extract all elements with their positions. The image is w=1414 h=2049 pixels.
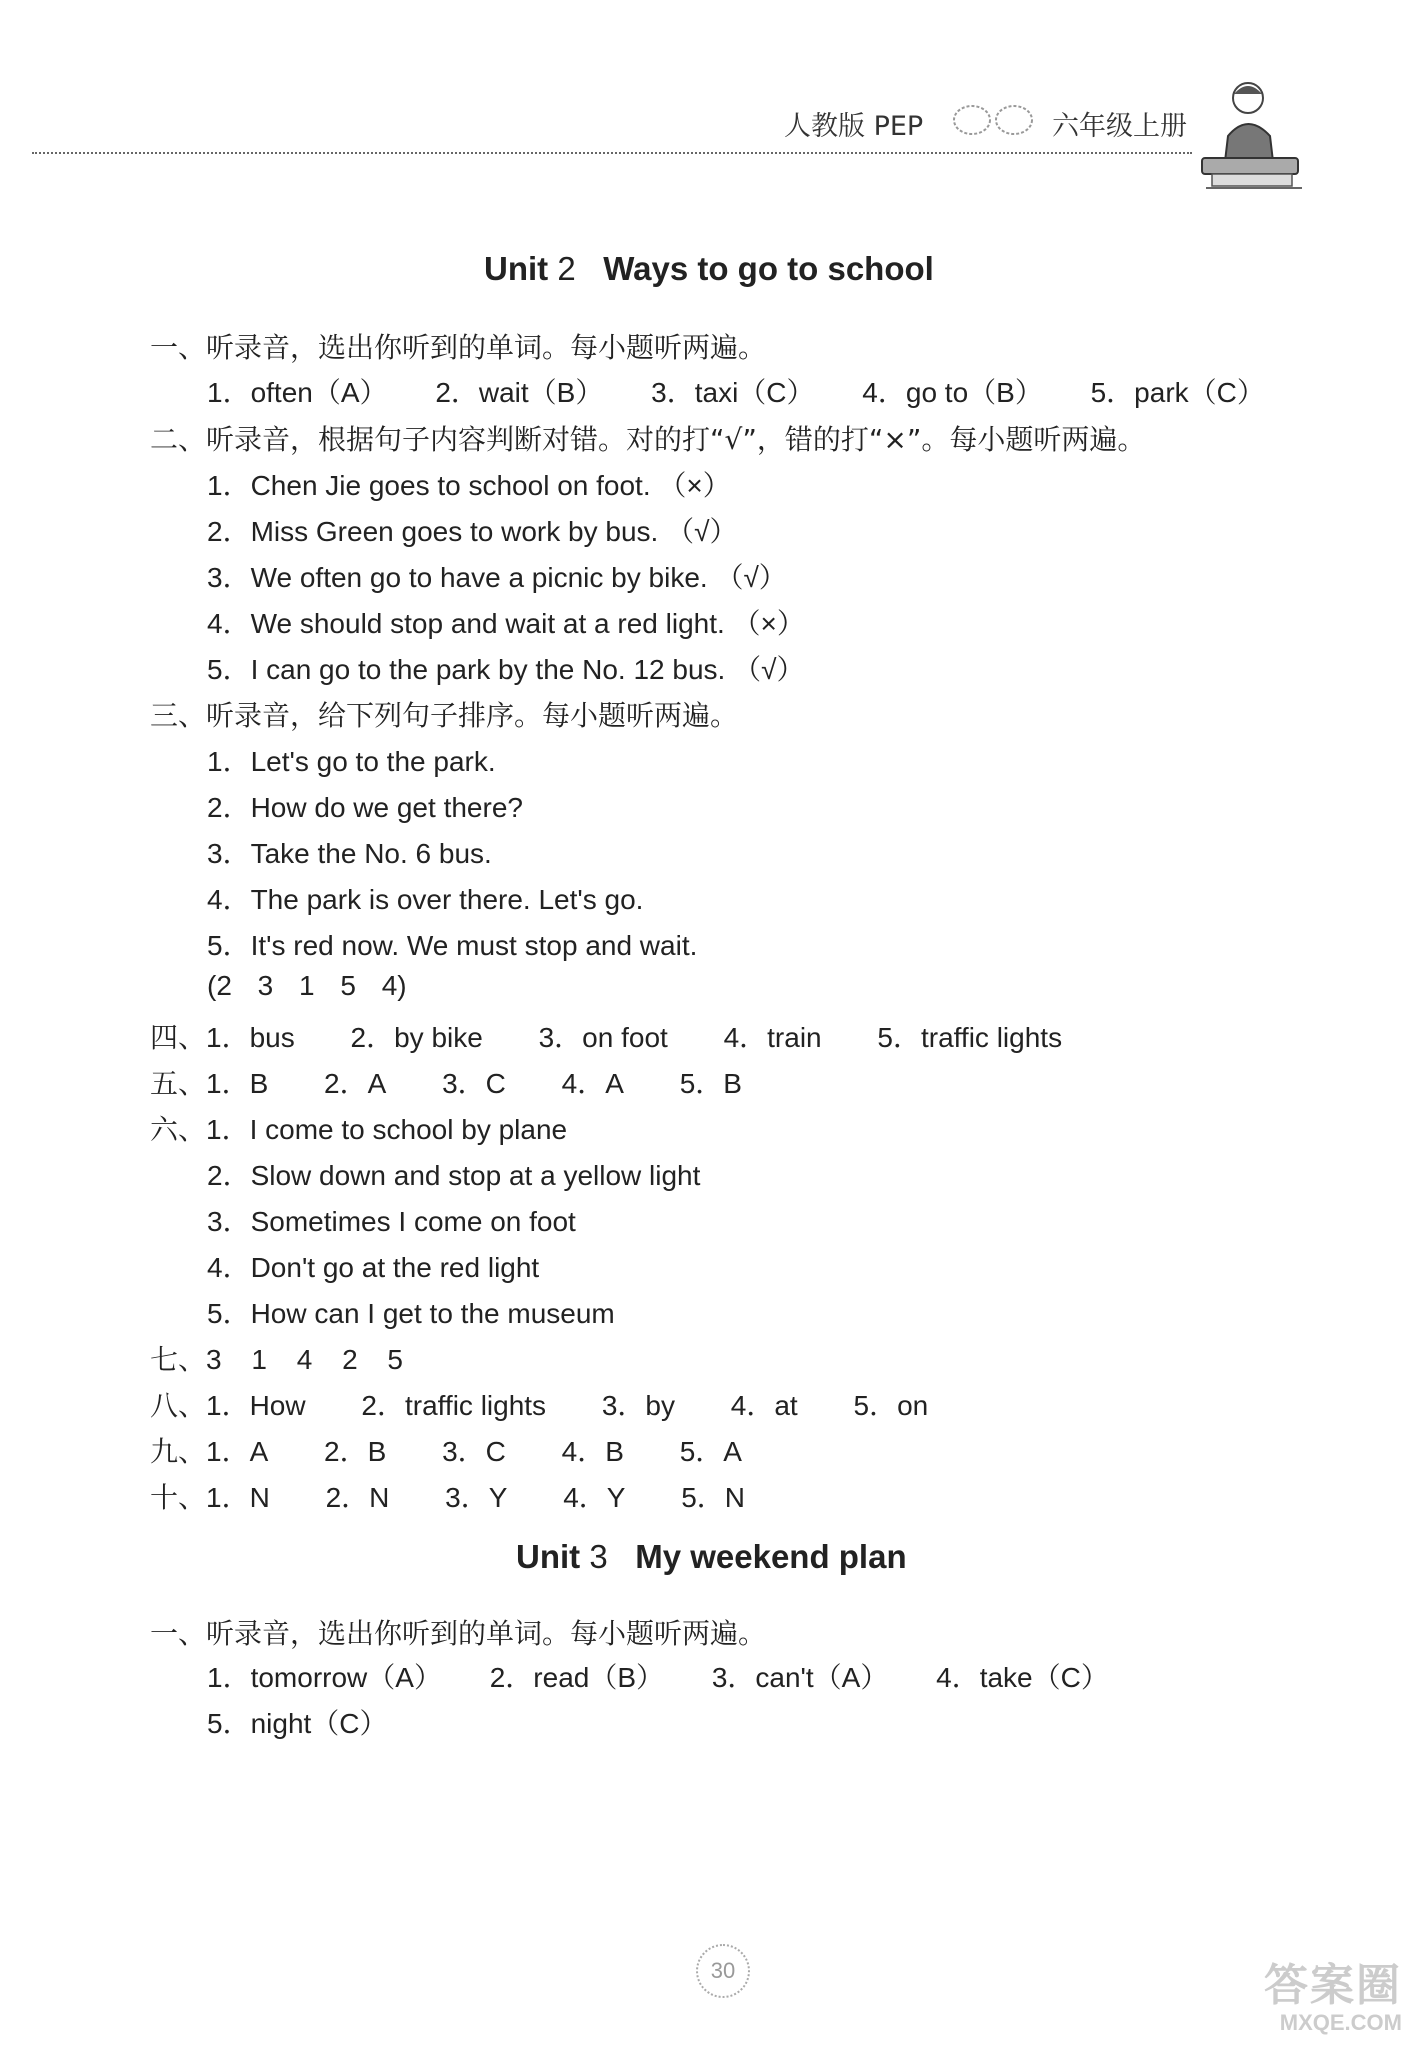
list-item: 1．Chen Jie goes to school on foot. （×） — [207, 470, 731, 501]
list-item: 1．B — [206, 1068, 269, 1099]
watermark — [1222, 1962, 1402, 2042]
list-item: 4．take（C） — [936, 1662, 1109, 1693]
u3-s1-heading: 一、听录音，选出你听到的单词。每小题听两遍。 — [150, 1617, 767, 1650]
unit3-title — [516, 1538, 907, 1576]
list-item: 2．How do we get there? — [207, 792, 523, 823]
section-label: 十、 — [150, 1481, 207, 1514]
list-item: 4．train — [723, 1022, 822, 1053]
u2-s1-heading: 一、听录音，选出你听到的单词。每小题听两遍。 — [150, 331, 767, 364]
section-label: 五、 — [150, 1067, 207, 1100]
page-header — [0, 0, 1414, 200]
list-item: 2．by bike — [350, 1022, 483, 1053]
list-item: 3．can't（A） — [711, 1662, 889, 1693]
list-item: 1．Let's go to the park. — [207, 746, 496, 777]
u2-s6-item1 — [150, 1108, 567, 1148]
section-label: 八、 — [150, 1389, 207, 1422]
unit3-number: 3 — [589, 1538, 608, 1575]
list-item: 1．often（A） — [207, 377, 388, 408]
list-item: 2．wait（B） — [435, 377, 604, 408]
unit2-number: 2 — [557, 250, 576, 287]
list-item: 4．go to（B） — [862, 377, 1043, 408]
section-label: 七、 — [150, 1343, 207, 1376]
u2-s2-heading: 二、听录音，根据句子内容判断对错。对的打“√”，错的打“×”。每小题听两遍。 — [150, 423, 1146, 456]
list-item: 3．Sometimes I come on foot — [207, 1206, 576, 1237]
list-item: 1．N — [206, 1482, 270, 1513]
list-item: 5．night（C） — [207, 1708, 388, 1739]
list-item: 3．Take the No. 6 bus. — [207, 838, 492, 869]
list-item: 4．The park is over there. Let's go. — [207, 884, 644, 915]
list-item: 1．A — [206, 1436, 269, 1467]
u2-s3-heading: 三、听录音，给下列句子排序。每小题听两遍。 — [150, 699, 739, 732]
list-item: 1．I come to school by plane — [206, 1114, 568, 1145]
list-item: 2．traffic lights — [361, 1390, 547, 1421]
u2-s10-answers — [150, 1476, 745, 1516]
page-number: 30 — [696, 1944, 750, 1998]
list-item: 2．B — [324, 1436, 387, 1467]
u2-s4-answers — [150, 1016, 1062, 1056]
u2-s7-answer — [150, 1338, 403, 1378]
u3-s1-answers — [207, 1656, 1109, 1696]
list-item: 3．C — [442, 1068, 506, 1099]
unit3-name: My weekend plan — [635, 1538, 907, 1575]
list-item: 2．N — [325, 1482, 390, 1513]
list-item: 5．on — [853, 1390, 929, 1421]
unit2-title — [484, 250, 934, 288]
edition-label: 人教版 PEP — [784, 111, 924, 142]
list-item: 4．A — [561, 1068, 624, 1099]
book-logo-icon — [950, 100, 1040, 140]
list-item: 1．How — [206, 1390, 306, 1421]
list-item: 3．by — [601, 1390, 675, 1421]
unit2-name: Ways to go to school — [603, 250, 934, 287]
list-item: 4．at — [730, 1390, 798, 1421]
watermark-logo: 答案圈 — [1264, 1960, 1402, 2011]
list-item: 3．We often go to have a picnic by bike. （√） — [207, 562, 787, 593]
list-item: 2．read（B） — [489, 1662, 665, 1693]
list-item: 5．I can go to the park by the No. 12 bus. （√） — [207, 654, 805, 685]
list-item: 3．on foot — [538, 1022, 668, 1053]
unit2-label: Unit — [484, 250, 549, 287]
u2-s1-answers — [207, 371, 1265, 411]
list-item: 5．traffic lights — [877, 1022, 1063, 1053]
list-item: 4．We should stop and wait at a red light. （×） — [207, 608, 805, 639]
list-item: 5．A — [679, 1436, 742, 1467]
section-label: 四、 — [150, 1021, 207, 1054]
list-item: 2．Miss Green goes to work by bus. （√） — [207, 516, 738, 547]
list-item: 2．A — [324, 1068, 387, 1099]
header-divider — [32, 152, 1192, 154]
list-item: 2．Slow down and stop at a yellow light — [207, 1160, 701, 1191]
list-item: 1．tomorrow（A） — [207, 1662, 442, 1693]
watermark-url: MXQE.COM — [1279, 2010, 1402, 2035]
list-item: 5．It's red now. We must stop and wait. — [207, 930, 698, 961]
student-mascot-icon — [1190, 74, 1310, 194]
list-item: 1．bus — [206, 1022, 295, 1053]
list-item: 3．Y — [445, 1482, 508, 1513]
list-item: 5．N — [681, 1482, 746, 1513]
u2-s9-answers — [150, 1430, 742, 1470]
list-item: 5．How can I get to the museum — [207, 1298, 615, 1329]
list-item: 4．Don't go at the red light — [207, 1252, 540, 1283]
list-item: 5．B — [679, 1068, 742, 1099]
u2-s5-answers — [150, 1062, 742, 1102]
order-answer: 3 1 4 2 5 — [206, 1344, 403, 1375]
list-item: 3．taxi（C） — [651, 377, 815, 408]
section-label: 六、 — [150, 1113, 207, 1146]
list-item: 4．B — [561, 1436, 624, 1467]
u2-s8-answers — [150, 1384, 928, 1424]
section-label: 九、 — [150, 1435, 207, 1468]
u2-s3-order: (2 3 1 5 4) — [207, 970, 407, 1001]
grade-label: 六年级上册 — [1052, 111, 1187, 142]
list-item: 4．Y — [563, 1482, 626, 1513]
unit3-label: Unit — [516, 1538, 581, 1575]
list-item: 5．park（C） — [1090, 377, 1265, 408]
list-item: 3．C — [442, 1436, 506, 1467]
